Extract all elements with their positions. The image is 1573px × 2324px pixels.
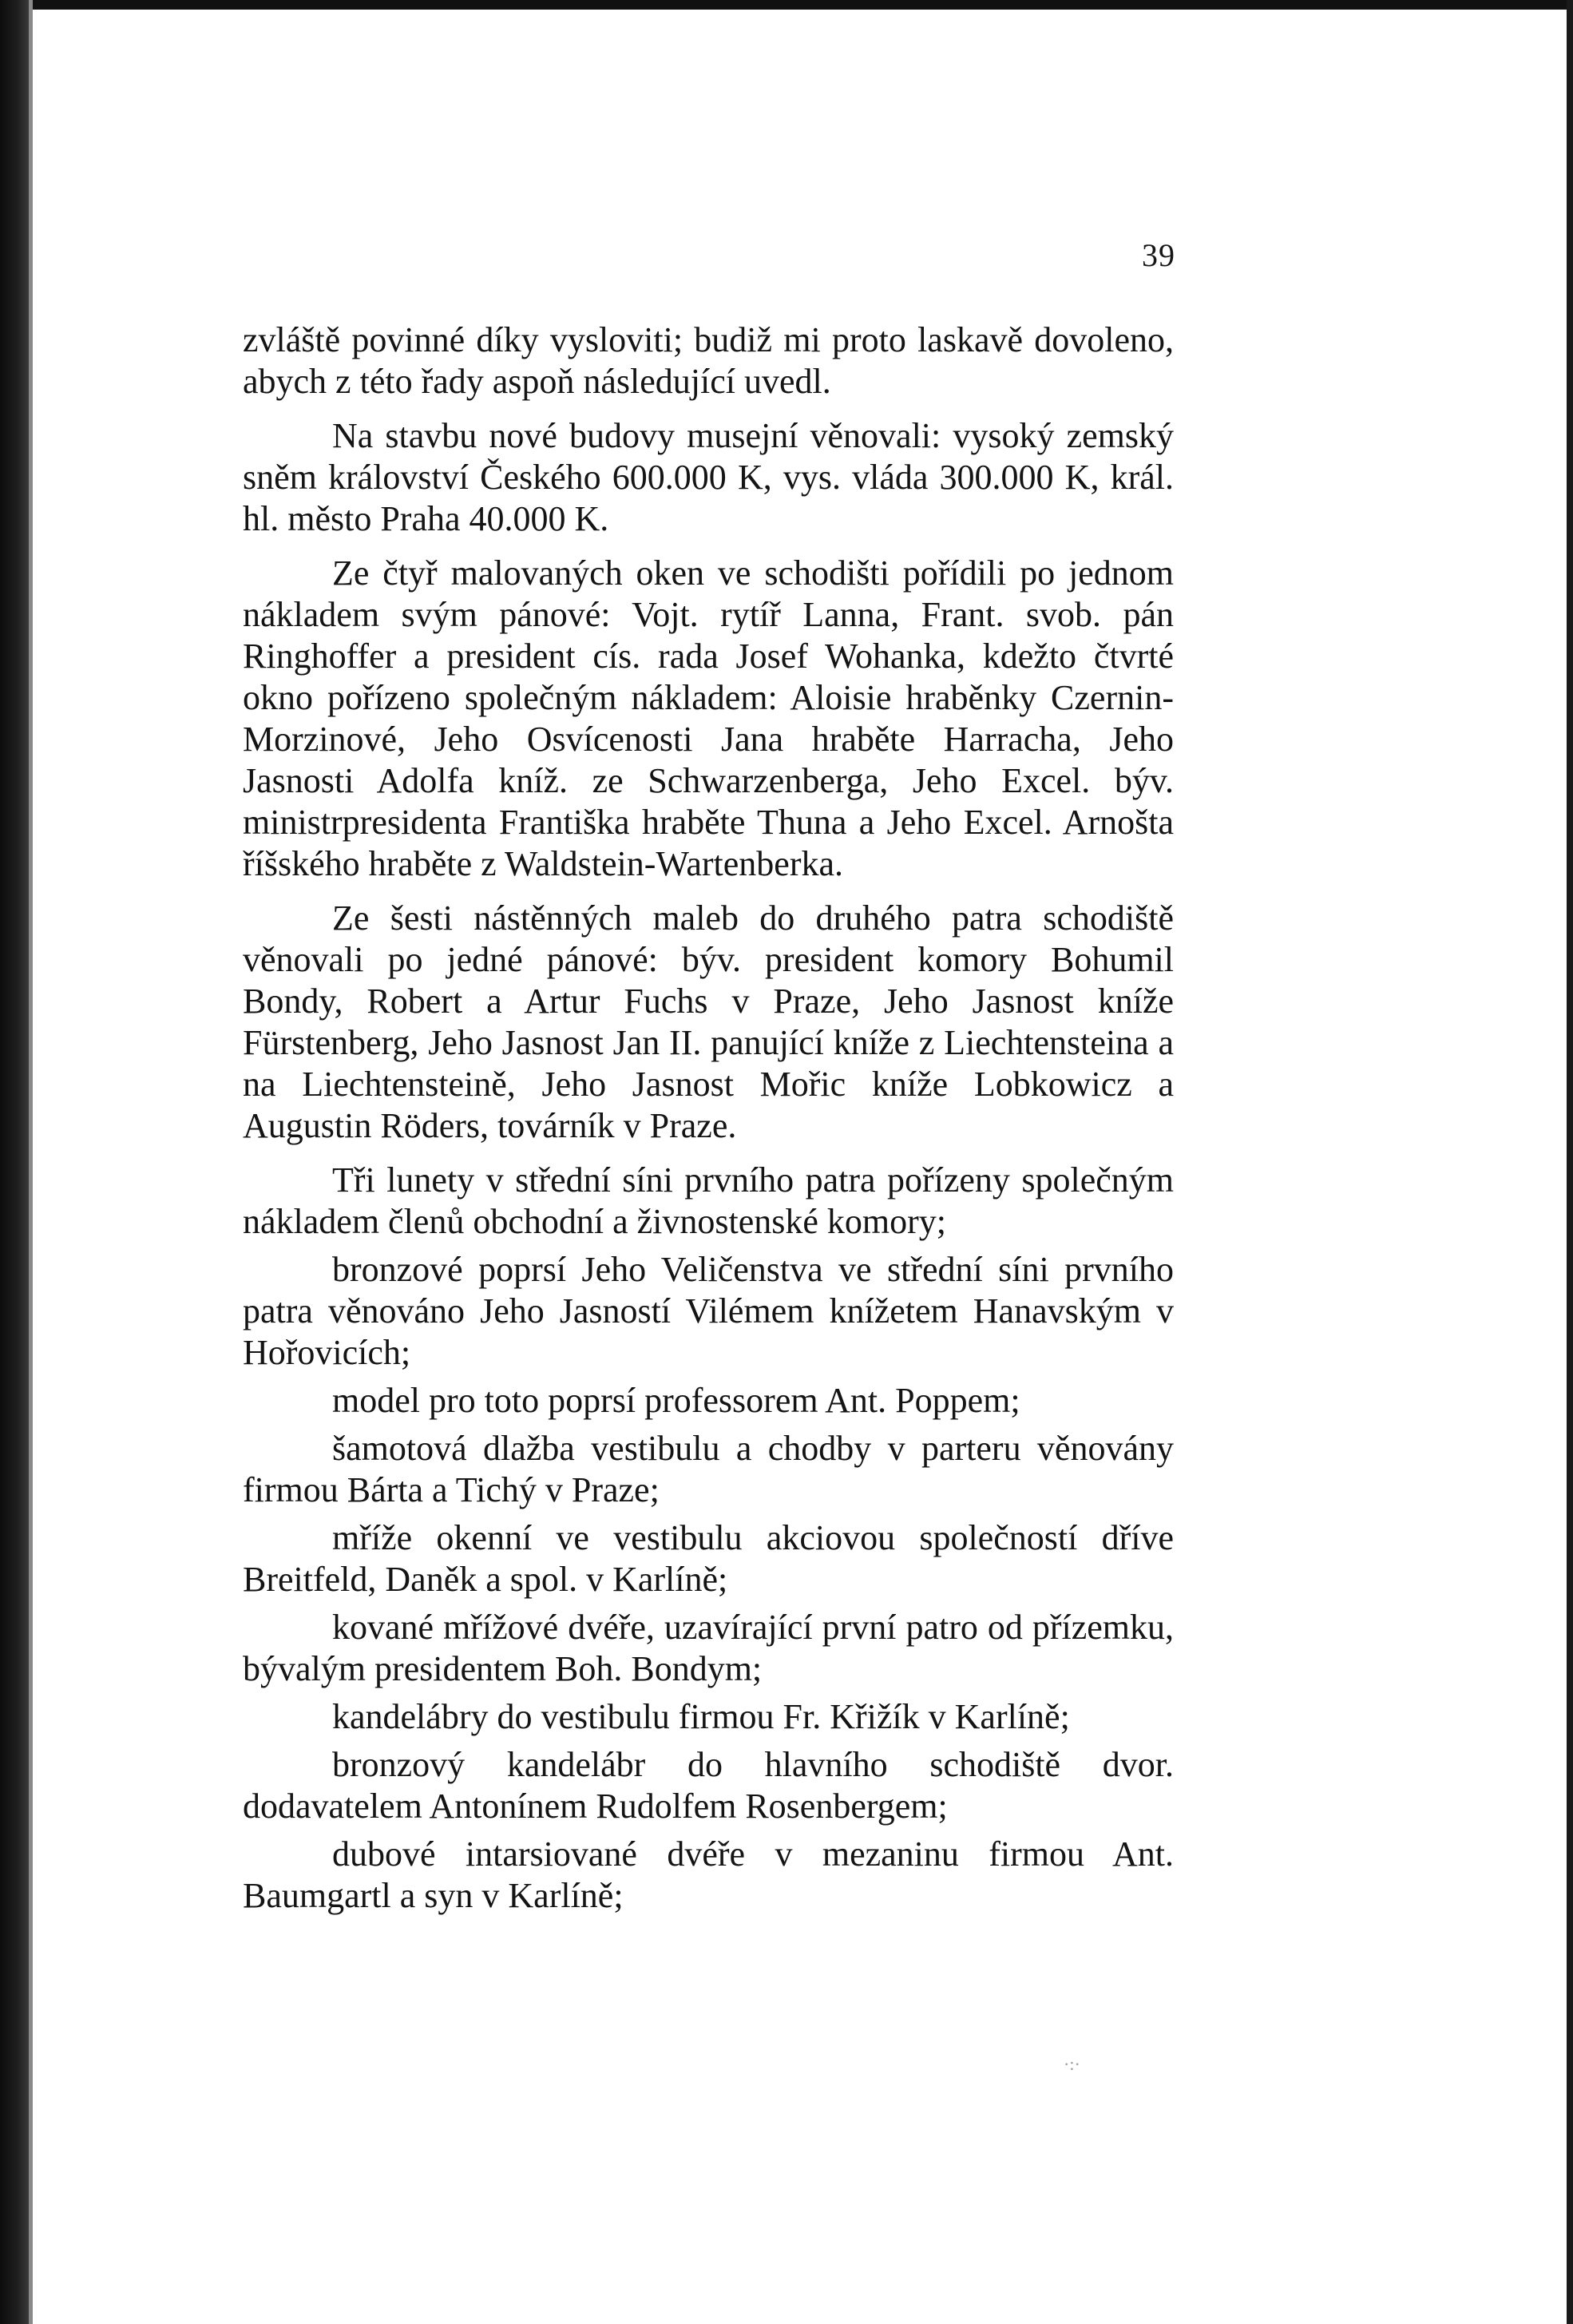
paragraph-staircase-candelabrum: bronzový kandelábr do hlavního schodiště dvor. dodavatelem Antonínem Rudolfem Rosenbergem; bbox=[243, 1745, 1174, 1826]
paragraph-wrought-doors: kované mřížové dvéře, uzavírající první patro od přízemku, bývalým presidentem Boh. Bondym; bbox=[243, 1608, 1174, 1688]
paragraph-window-grilles: mříže okenní ve vestibulu akciovou společností dříve Breitfeld, Daněk a spol. v Karlíně; bbox=[243, 1518, 1174, 1599]
paragraph-tile-floor: šamotová dlažba vestibulu a chodby v parteru věnovány firmou Bárta a Tichý v Praze; bbox=[243, 1429, 1174, 1509]
paragraph-lunettes: Tři lunety v střední síni prvního patra pořízeny společným nákladem členů obchodní a živnostenské komory; bbox=[243, 1160, 1174, 1241]
paragraph-building-donations: Na stavbu nové budovy musejní věnovali: vysoký zemský sněm království Českého 600.000 K, vys. vláda 300.000 K, král. hl. město Praha 40.000 K. bbox=[243, 416, 1174, 538]
paragraph-vestibule-candelabra: kandelábry do vestibulu firmou Fr. Křižík v Karlíně; bbox=[332, 1697, 1070, 1736]
paragraph-painted-windows: Ze čtyř malovaných oken ve schodišti pořídili po jednom nákladem svým pánové: Vojt. rytíř Lanna, Frant. svob. pán Ringhoffer a president cís. rada Josef Wohanka, kdežto čtvrté okno pořízeno společným nákladem: Aloisie hraběnky Czernin-Morzinové, Jeho Osvícenosti Jana hraběte Harracha, Jeho Jasnosti Adolfa kníž. ze Schwarzenberga, Jeho Excel. býv. ministrpresidenta Františka hraběte Thuna a Jeho Excel. Arnošta říšského hraběte z Waldstein-Wartenberka. bbox=[243, 553, 1174, 883]
paragraph-bust-model: model pro toto poprsí professorem Ant. Poppem; bbox=[332, 1381, 1020, 1420]
scan-speck: ·:· bbox=[1064, 2054, 1080, 2074]
body-text bbox=[243, 319, 1174, 1917]
scan-border-left bbox=[0, 0, 29, 2324]
paragraph-bronze-bust: bronzové poprsí Jeho Veličenstva ve střední síni prvního patra věnováno Jeho Jasností Vilémem knížetem Hanavským v Hořovicích; bbox=[243, 1250, 1174, 1372]
page-number: 39 bbox=[1142, 237, 1175, 273]
paragraph-continuation: zvláště povinné díky vysloviti; budiž mi proto laskavě dovoleno, abych z této řady aspoň následující uvedl. bbox=[243, 320, 1174, 401]
scan-border-right bbox=[1567, 0, 1573, 2324]
paragraph-wall-paintings: Ze šesti nástěnných maleb do druhého patra schodiště věnovali po jedné pánové: býv. president komory Bohumil Bondy, Robert a Artur Fuchs v Praze, Jeho Jasnost kníže Fürstenberg, Jeho Jasnost Jan II. panující kníže z Liechtensteina a na Liechtensteině, Jeho Jasnost Mořic kníže Lobkowicz a Augustin Röders, továrník v Praze. bbox=[243, 898, 1174, 1145]
scan-border-top bbox=[0, 0, 1573, 10]
paragraph-oak-doors: dubové intarsiované dvéře v mezaninu firmou Ant. Baumgartl a syn v Karlíně; bbox=[243, 1834, 1174, 1915]
scan-border-left-edge bbox=[29, 0, 33, 2324]
